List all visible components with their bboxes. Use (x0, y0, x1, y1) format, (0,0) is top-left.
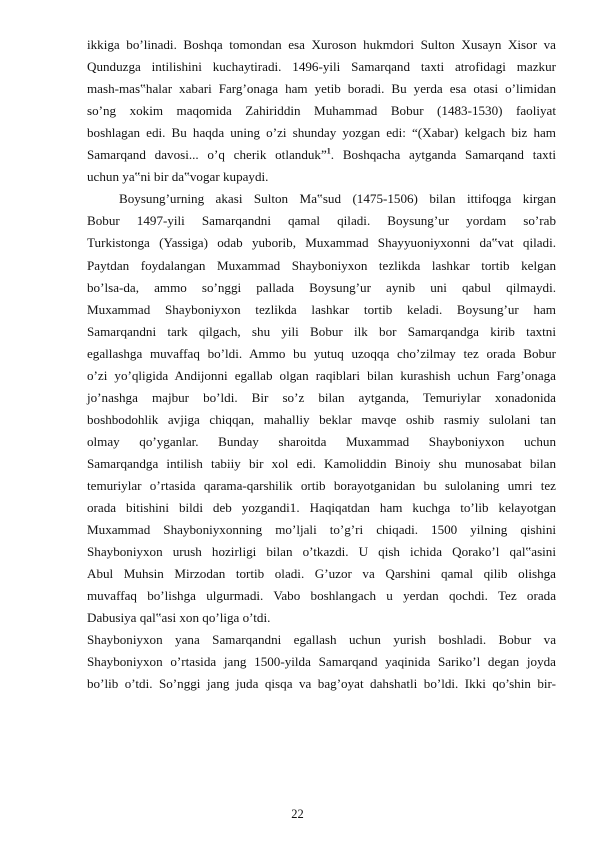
text-line (87, 544, 556, 560)
line-text: o’zi yo’qligida Andijonni egallab olgan raqiblari bilan kurashish uchun Farg’onaga (87, 368, 556, 383)
text-line (87, 324, 556, 340)
text-line (87, 478, 556, 494)
text-line (87, 37, 556, 53)
line-text: ikkiga bo’linadi. Boshqa tomondan esa Xuroson hukmdori Sulton Xusayn Xisor va (87, 37, 556, 52)
line-text: Paytdan foydalangan Muxammad Shayboniyxon tezlikda lashkar tortib kelgan (87, 258, 556, 273)
text-line (87, 456, 556, 472)
text-line (87, 676, 556, 692)
line-text: Qunduzga intilishini kuchaytiradi. 1496-yili Samarqand taxti atrofidagi mazkur (87, 59, 556, 74)
text-line (87, 346, 556, 362)
line-text: Shayboniyxon o’rtasida jang 1500-yilda Samarqand yaqinida Sariko’l degan joyda (87, 654, 556, 669)
page-number: 22 (291, 807, 304, 821)
line-text-continued: . Boshqacha aytganda Samarqand taxti (330, 147, 556, 162)
line-text: orada bitishini bildi deb yozgandi1. Haqiqatdan ham kuchga to’lib kelayotgan (87, 500, 556, 515)
line-text: bo’lib o’tdi. So’nggi jang juda qisqa va bag’oyat dahshatli bo’ldi. Ikki qo’shin bir- (87, 676, 556, 691)
text-line (87, 500, 556, 516)
line-text: so’ng xokim maqomida Zahiriddin Muhammad Bobur (1483-1530) faoliyat (87, 103, 556, 118)
line-text: bo’lsa-da, ammo so’nggi pallada Boysung’ur aynib uni qabul qilmaydi. (87, 280, 556, 295)
line-text: Bobur 1497-yili Samarqandni qamal qiladi. Boysung’ur yordam so’rab (87, 213, 556, 228)
line-text: Samarqand davosi... o’q cherik otlanduk” (87, 147, 327, 162)
text-line (87, 59, 556, 75)
text-line (87, 280, 556, 296)
text-line (87, 147, 556, 163)
text-line (87, 103, 556, 119)
text-line (87, 566, 556, 582)
line-text: jo’nashga majbur bo’ldi. Bir so’z bilan aytganda, Temuriylar xonadonida (87, 390, 556, 405)
text-line (87, 654, 556, 670)
text-line (87, 412, 556, 428)
text-line (87, 434, 556, 450)
line-text: Dabusiya qal‟asi xon qo’liga o’tdi. (87, 610, 271, 625)
line-text: Abul Muhsin Mirzodan tortib oladi. G’uzor va Qarshini qamal qilib olishga (87, 566, 556, 581)
line-text: Muxammad Shayboniyxonning mo’ljali to’g’ri chiqadi. 1500 yilning qishini (87, 522, 556, 537)
text-line (87, 213, 556, 229)
line-text: boshbodohlik avjiga chiqqan, mahalliy beklar mavqe oshib rasmiy sulolani tan (87, 412, 556, 427)
line-text: Turkistonga (Yassiga) odab yuborib, Muxammad Shayyuoniyxonni da‟vat qiladi. (87, 235, 556, 250)
text-line (87, 191, 556, 207)
footnote-marker: 1 (326, 146, 331, 156)
line-text: egallashga muvaffaq bo’ldi. Ammo bu yutuq uzoqqa cho’zilmay tez orada Bobur (87, 346, 556, 361)
text-line (87, 258, 556, 274)
line-text: Shayboniyxon yana Samarqandni egallash uchun yurish boshladi. Bobur va (87, 632, 556, 647)
line-text: Shayboniyxon urush hozirligi bilan o’tkazdi. U qish ichida Qorako’l qal‟asini (87, 544, 556, 559)
text-line (87, 235, 556, 251)
text-line (87, 125, 556, 141)
text-line (87, 610, 556, 626)
line-text: temuriylar o’rtasida qarama-qarshilik ortib borayotganidan bu sulolaning umri tez (87, 478, 556, 493)
line-text: uchun ya‟ni bir da‟vogar kupaydi. (87, 169, 269, 184)
text-line (87, 368, 556, 384)
line-text: boshlagan edi. Bu haqda uning o’zi shunday yozgan edi: “(Xabar) kelgach biz ham (87, 125, 556, 140)
line-text: Samarqandni tark qilgach, shu yili Bobur ilk bor Samarqandga kirib taxtni (87, 324, 556, 339)
line-text: Samarqandga intilish tabiiy bir xol edi. Kamoliddin Binoiy shu munosabat bilan (87, 456, 556, 471)
line-text: muvaffaq bo’lishga ulgurmadi. Vabo boshlangach u yerdan qochdi. Tez orada (87, 588, 556, 603)
line-text: Boysung’urning akasi Sulton Ma‟sud (1475-1506) bilan ittifoqga kirgan (119, 191, 556, 206)
text-line (87, 81, 556, 97)
line-text: mash-mas‟halar xabari Farg’onaga ham yetib boradi. Bu yerda esa otasi o’limidan (87, 81, 556, 96)
text-line (87, 390, 556, 406)
text-line (87, 588, 556, 604)
text-line (87, 169, 556, 185)
text-line (87, 302, 556, 318)
text-line (87, 632, 556, 648)
line-text: olmay qo’yganlar. Bunday sharoitda Muxammad Shayboniyxon uchun (87, 434, 556, 449)
text-line (87, 522, 556, 538)
line-text: Muxammad Shayboniyxon tezlikda lashkar tortib keladi. Boysung’ur ham (87, 302, 556, 317)
